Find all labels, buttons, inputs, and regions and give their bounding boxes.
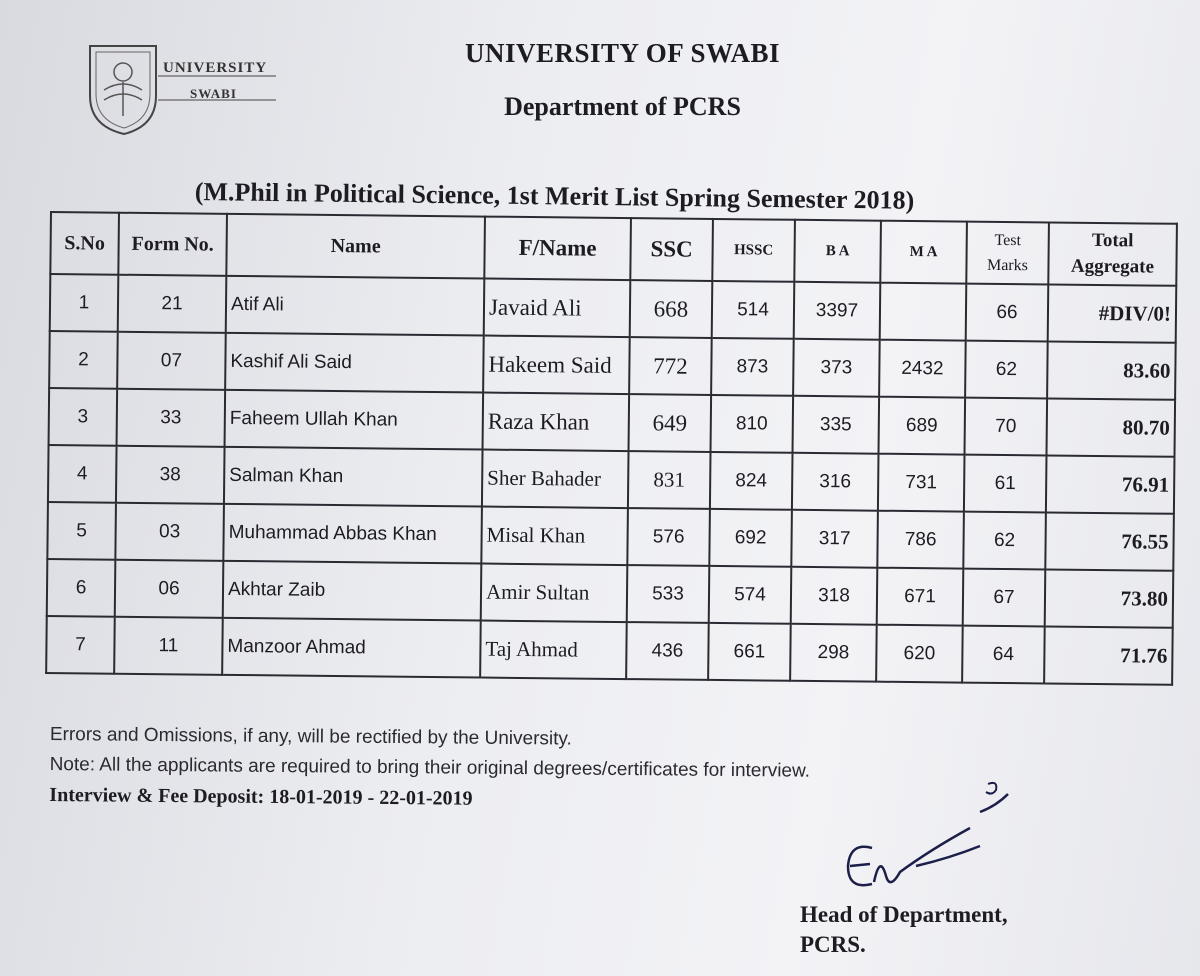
cell-name: Muhammad Abbas Khan [223, 504, 482, 564]
cell-ssc: 436 [626, 622, 709, 680]
merit-table [45, 211, 1178, 686]
cell-ma: 786 [877, 511, 964, 569]
merit-table-container [45, 211, 1178, 686]
cell-name: Faheem Ullah Khan [225, 390, 484, 450]
cell-test: 62 [965, 341, 1048, 399]
col-total-aggregate [1048, 222, 1177, 285]
cell-hssc: 661 [708, 623, 791, 681]
notes-block [49, 720, 810, 817]
col-form-no: Form No. [118, 213, 227, 276]
cell-total: 83.60 [1047, 341, 1176, 399]
col-hssc: HSSC [712, 219, 795, 282]
cell-test: 70 [964, 398, 1047, 456]
col-fname: F/Name [484, 217, 631, 281]
university-title: UNIVERSITY OF SWABI [464, 38, 781, 68]
cell-form: 33 [117, 389, 226, 447]
cell-test: 66 [966, 284, 1049, 342]
cell-ba: 3397 [794, 282, 881, 340]
cell-hssc: 514 [712, 281, 795, 339]
cell-test: 62 [963, 512, 1046, 570]
cell-ba: 373 [793, 339, 880, 397]
cell-ba: 335 [793, 396, 880, 454]
cell-ssc: 772 [629, 337, 712, 395]
cell-ba: 317 [791, 510, 878, 568]
cell-ma: 731 [878, 454, 965, 512]
note-interview-dates: Interview & Fee Deposit: 18-01-2019 - 22-01-2019 [49, 783, 473, 810]
cell-ssc: 576 [627, 508, 710, 566]
cell-hssc: 810 [711, 395, 794, 453]
cell-form: 06 [115, 560, 224, 618]
cell-fname: Sher Bahader [482, 450, 629, 509]
col-name: Name [226, 214, 485, 279]
cell-sno: 3 [49, 388, 118, 446]
signature-icon [820, 780, 1040, 910]
cell-ssc: 668 [630, 280, 713, 338]
cell-ssc: 533 [627, 565, 710, 623]
test-label-2: Marks [986, 256, 1029, 275]
table-header-row [50, 212, 1177, 286]
cell-total: 71.76 [1044, 626, 1173, 684]
cell-name: Kashif Ali Said [225, 333, 484, 393]
cell-total: #DIV/0! [1048, 284, 1177, 342]
cell-name: Manzoor Ahmad [222, 618, 481, 678]
cell-form: 21 [118, 275, 227, 333]
cell-ba: 318 [791, 567, 878, 625]
cell-form: 07 [117, 332, 226, 390]
cell-form: 11 [114, 617, 223, 675]
cell-sno: 7 [46, 616, 115, 674]
cell-hssc: 574 [709, 566, 792, 624]
cell-fname: Taj Ahmad [480, 621, 627, 680]
note-certificates: Note: All the applicants are required to bring their original degrees/certificates for interview. [49, 753, 811, 782]
cell-name: Atif Ali [226, 276, 485, 336]
cell-form: 03 [115, 503, 224, 561]
col-ba: B A [794, 220, 881, 283]
cell-test: 61 [964, 455, 1047, 513]
cell-ma: 620 [876, 625, 963, 683]
cell-ba: 316 [792, 453, 879, 511]
cell-name: Salman Khan [224, 447, 483, 507]
merit-list-title: (M.Phil in Political Science, 1st Merit List Spring Semester 2018) [194, 177, 915, 215]
logo-line-university: UNIVERSITY [163, 60, 268, 76]
cell-sno: 5 [47, 502, 116, 560]
cell-test: 64 [962, 626, 1045, 684]
cell-form: 38 [116, 446, 225, 504]
head-of-department-block [800, 900, 1008, 960]
cell-fname: Javaid Ali [484, 279, 631, 338]
cell-ba: 298 [790, 624, 877, 682]
col-ssc: SSC [630, 218, 713, 281]
cell-total: 73.80 [1045, 569, 1174, 627]
cell-name: Akhtar Zaib [223, 561, 482, 621]
cell-fname: Hakeem Said [483, 336, 630, 395]
cell-sno: 1 [50, 274, 119, 332]
cell-sno: 6 [47, 559, 116, 617]
cell-sno: 4 [48, 445, 117, 503]
table-row [46, 616, 1173, 685]
cell-sno: 2 [49, 331, 118, 389]
logo-line-swabi: SWABI [190, 86, 237, 101]
cell-total: 76.55 [1045, 512, 1174, 570]
col-sno: S.No [50, 212, 119, 275]
col-ma: M A [880, 221, 967, 284]
cell-hssc: 873 [711, 338, 794, 396]
cell-total: 80.70 [1046, 398, 1175, 456]
cell-hssc: 692 [709, 509, 792, 567]
total-label-2: Aggregate [1070, 255, 1155, 278]
cell-ma: 671 [877, 568, 964, 626]
cell-fname: Amir Sultan [481, 564, 628, 623]
cell-ssc: 649 [629, 394, 712, 452]
department-pcrs-label: PCRS. [800, 932, 866, 957]
department-title: Department of PCRS [504, 92, 741, 121]
cell-ma [880, 283, 967, 341]
total-label-1: Total [1091, 229, 1134, 252]
note-errors: Errors and Omissions, if any, will be rectified by the University. [49, 723, 572, 750]
cell-ma: 2432 [879, 340, 966, 398]
cell-ssc: 831 [628, 451, 711, 509]
cell-fname: Raza Khan [483, 393, 630, 452]
cell-test: 67 [963, 569, 1046, 627]
col-test-marks [966, 222, 1049, 285]
test-label-1: Test [994, 231, 1022, 250]
head-of-department-label: Head of Department, [800, 902, 1008, 927]
cell-ma: 689 [879, 397, 966, 455]
cell-total: 76.91 [1046, 455, 1175, 513]
cell-fname: Misal Khan [481, 507, 628, 566]
cell-hssc: 824 [710, 452, 793, 510]
